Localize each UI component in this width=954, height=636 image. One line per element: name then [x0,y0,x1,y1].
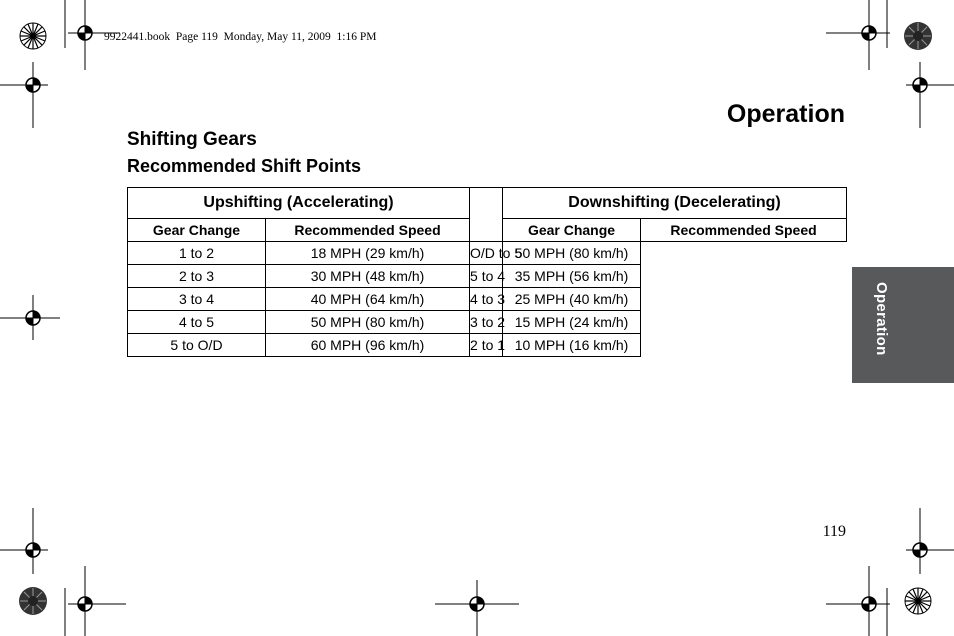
table-group-header-row [128,188,847,219]
table-row [128,242,847,265]
table-row [128,334,847,357]
up-gear-cell: 2 to 3 [128,265,266,288]
down-gear-cell: 4 to 3 [470,288,503,311]
down-speed-cell: 25 MPH (40 km/h) [503,288,641,311]
upshifting-header: Upshifting (Accelerating) [128,188,470,219]
down-speed-cell: 15 MPH (24 km/h) [503,311,641,334]
down-speed-cell: 50 MPH (80 km/h) [503,242,641,265]
shift-points-table [127,187,847,357]
up-gear-cell: 5 to O/D [128,334,266,357]
down-speed-cell: 10 MPH (16 km/h) [503,334,641,357]
up-speed-cell: 60 MPH (96 km/h) [266,334,470,357]
down-recommended-speed-header: Recommended Speed [641,219,847,242]
table-row [128,311,847,334]
up-gear-cell: 3 to 4 [128,288,266,311]
subsection-title: Recommended Shift Points [127,156,362,176]
down-gear-cell: 3 to 2 [470,311,503,334]
section-title: Shifting Gears [127,129,257,150]
side-chapter-tab-label: Operation [873,282,890,356]
up-speed-cell: 30 MPH (48 km/h) [266,265,470,288]
up-gear-change-header: Gear Change [128,219,266,242]
down-gear-change-header: Gear Change [503,219,641,242]
downshifting-header: Downshifting (Decelerating) [503,188,847,219]
print-header-stamp: 9922441.book Page 119 Monday, May 11, 2009 1:16 PM [104,31,377,43]
table-gap-column [470,188,503,242]
up-speed-cell: 40 MPH (64 km/h) [266,288,470,311]
page-number: 119 [822,523,846,540]
down-gear-cell: O/D to 5 [470,242,503,265]
side-chapter-tab [852,267,954,383]
up-gear-cell: 1 to 2 [128,242,266,265]
up-gear-cell: 4 to 5 [128,311,266,334]
up-speed-cell: 50 MPH (80 km/h) [266,311,470,334]
down-gear-cell: 2 to 1 [470,334,503,357]
table-row [128,288,847,311]
table-row [128,265,847,288]
page-title: Operation [726,100,845,128]
down-speed-cell: 35 MPH (56 km/h) [503,265,641,288]
down-gear-cell: 5 to 4 [470,265,503,288]
up-speed-cell: 18 MPH (29 km/h) [266,242,470,265]
up-recommended-speed-header: Recommended Speed [266,219,470,242]
